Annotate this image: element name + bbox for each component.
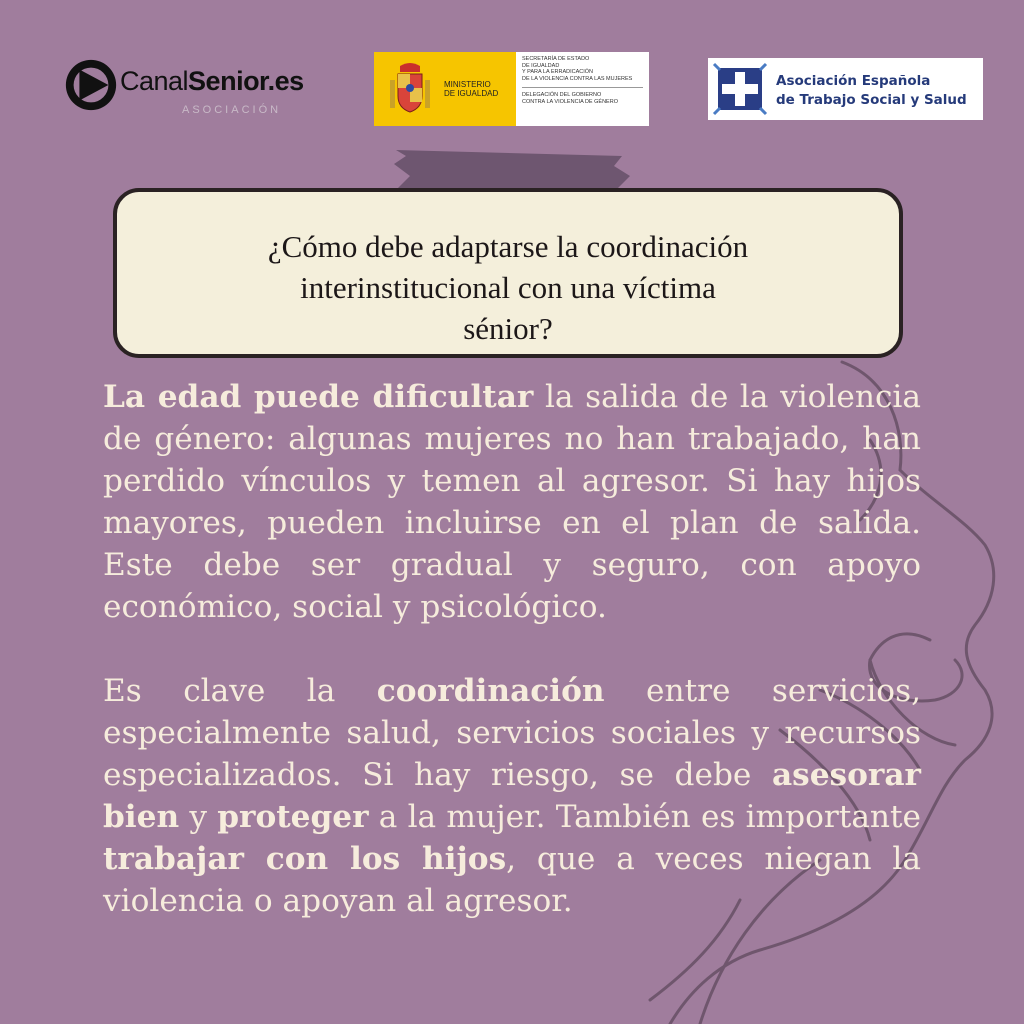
- emphasis-text: La edad puede dificultar: [103, 379, 534, 415]
- canalsenior-name: CanalSenior.es: [120, 66, 304, 96]
- delegacion-text: DELEGACIÓN DEL GOBIERNO CONTRA LA VIOLENCIA DE GÉNERO: [522, 92, 618, 105]
- ministerio-divider: [522, 87, 643, 88]
- body-text: [103, 376, 921, 922]
- canalsenior-logo: [62, 52, 302, 124]
- coat-of-arms-icon: [386, 62, 434, 116]
- body-segment: entre servicios, especialmente salud, servicios sociales y recursos especializados. Si hay riesgo, se debe: [103, 673, 921, 793]
- secretaria-text: SECRETARÍA DE ESTADO DE IGUALDAD Y PARA LA ERRADICACIÓN DE LA VIOLENCIA CONTRA LAS MUJERES: [522, 56, 633, 82]
- emphasis-text: coordinación: [376, 673, 605, 709]
- question-box: [113, 188, 903, 358]
- emphasis-text: proteger: [217, 799, 369, 835]
- body-segment: la salida de la violencia de género: algunas mujeres no han trabajado, han perdido vínculos y temen al agresor. Si hay hijos mayores, pueden incluirse en el plan de salida. Este debe ser gradual y seguro, con apoyo económico, social y psicológico.: [103, 379, 922, 625]
- aets-cross-icon: [712, 62, 768, 116]
- body-segment: y: [179, 799, 218, 835]
- body-segment: Es clave la: [103, 673, 377, 709]
- canalsenior-play-icon: [62, 56, 120, 114]
- ministerio-details: [516, 52, 649, 126]
- aets-name: Asociación Española de Trabajo Social y Salud: [776, 73, 967, 108]
- aets-logo: [708, 58, 983, 120]
- question-title: ¿Cómo debe adaptarse la coordinación interinstitucional con una víctima sénior?: [267, 229, 749, 346]
- paragraph-2: [103, 670, 921, 922]
- paragraph-1: [103, 376, 921, 628]
- body-segment: a la mujer. También es importante: [368, 799, 922, 835]
- ministerio-name: MINISTERIO DE IGUALDAD: [444, 80, 499, 98]
- emphasis-text: trabajar con los hijos: [103, 841, 507, 877]
- emphasis-text: asesorar bien: [103, 757, 921, 835]
- canalsenior-subtitle: ASOCIACIÓN: [182, 104, 282, 116]
- body-segment: , que a veces niegan la violencia o apoyan al agresor.: [103, 841, 921, 919]
- ministerio-yellow-panel: [374, 52, 516, 126]
- ministerio-igualdad-logo: [374, 52, 649, 126]
